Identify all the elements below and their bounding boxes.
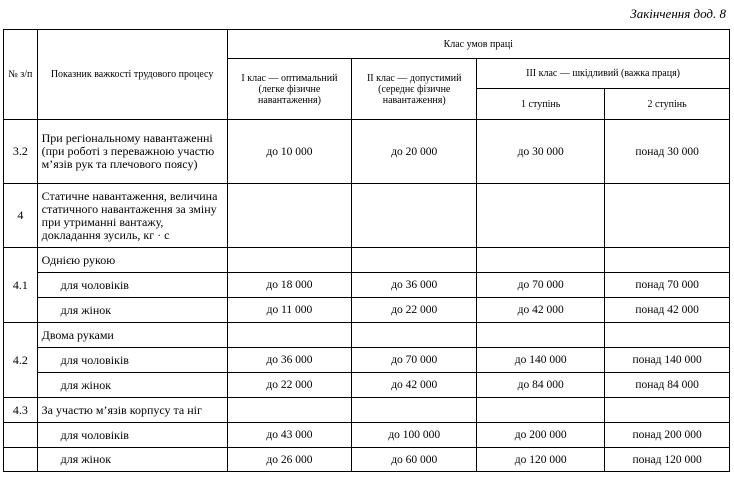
row-num: 4.2 bbox=[4, 323, 38, 398]
header-indicator: Показник важкості трудового процесу bbox=[37, 30, 227, 120]
row-label: Однією рукою bbox=[37, 248, 227, 273]
value-class1: до 26 000 bbox=[227, 448, 352, 472]
row-num: 4.1 bbox=[4, 248, 38, 323]
table-row bbox=[4, 273, 730, 298]
header-num: № з/п bbox=[4, 30, 38, 120]
table-row bbox=[4, 398, 730, 423]
value-degree2: понад 84 000 bbox=[605, 373, 730, 398]
row-label: для жінок bbox=[37, 448, 227, 472]
value-class1: до 10 000 bbox=[227, 120, 352, 184]
row-num: 4 bbox=[4, 184, 38, 248]
value-class2: до 20 000 bbox=[352, 120, 477, 184]
table-row bbox=[4, 248, 730, 273]
value-degree1: до 140 000 bbox=[477, 348, 605, 373]
table-row bbox=[4, 423, 730, 448]
table-row bbox=[4, 448, 730, 472]
value-degree2: понад 42 000 bbox=[605, 298, 730, 323]
value-degree2: понад 140 000 bbox=[605, 348, 730, 373]
value-degree2: понад 120 000 bbox=[605, 448, 730, 472]
row-label: При регіональному навантаженні (при роботі з переважною участю м’язів рук та плечового поясу) bbox=[37, 120, 227, 184]
table-row bbox=[4, 298, 730, 323]
value-class1: до 36 000 bbox=[227, 348, 352, 373]
table-row bbox=[4, 120, 730, 184]
table-row bbox=[4, 184, 730, 248]
header-class-group: Клас умов праці bbox=[227, 30, 729, 59]
table-row bbox=[4, 323, 730, 348]
header-class1: І клас — оптимальний (легке фізичне навантаження) bbox=[227, 59, 352, 120]
value-class1: до 18 000 bbox=[227, 273, 352, 298]
row-label: За участю м’язів корпусу та ніг bbox=[37, 398, 227, 423]
value-class1: до 43 000 bbox=[227, 423, 352, 448]
header-degree1: 1 ступінь bbox=[477, 89, 605, 120]
value-class2: до 22 000 bbox=[352, 298, 477, 323]
value-degree2: понад 200 000 bbox=[605, 423, 730, 448]
value-class2: до 70 000 bbox=[352, 348, 477, 373]
value-class2: до 60 000 bbox=[352, 448, 477, 472]
value-degree2: понад 70 000 bbox=[605, 273, 730, 298]
row-num: 3.2 bbox=[4, 120, 38, 184]
table-row bbox=[4, 348, 730, 373]
row-label: для жінок bbox=[37, 373, 227, 398]
value-class2: до 100 000 bbox=[352, 423, 477, 448]
value-degree1: до 200 000 bbox=[477, 423, 605, 448]
header-class2: ІІ клас — допустимий (середнє фізичне навантаження) bbox=[352, 59, 477, 120]
header-class3: ІІІ клас — шкідливий (важка праця) bbox=[477, 59, 730, 89]
row-label: для чоловіків bbox=[37, 348, 227, 373]
row-label: Двома руками bbox=[37, 323, 227, 348]
value-degree1: до 70 000 bbox=[477, 273, 605, 298]
value-class1: до 11 000 bbox=[227, 298, 352, 323]
continuation-caption: Закінчення дод. 8 bbox=[630, 6, 726, 21]
row-label: Статичне навантаження, величина статичного навантаження за зміну при утриманні вантажу, докладання зусиль, кг · с bbox=[37, 184, 227, 248]
value-degree2: понад 30 000 bbox=[605, 120, 730, 184]
table-row bbox=[4, 373, 730, 398]
value-degree1: до 84 000 bbox=[477, 373, 605, 398]
value-class2: до 36 000 bbox=[352, 273, 477, 298]
header-degree2: 2 ступінь bbox=[605, 89, 730, 120]
row-label: для жінок bbox=[37, 298, 227, 323]
value-class1: до 22 000 bbox=[227, 373, 352, 398]
value-degree1: до 120 000 bbox=[477, 448, 605, 472]
work-conditions-table bbox=[3, 29, 730, 472]
value-class2: до 42 000 bbox=[352, 373, 477, 398]
value-degree1: до 30 000 bbox=[477, 120, 605, 184]
row-label: для чоловіків bbox=[37, 273, 227, 298]
row-num: 4.3 bbox=[4, 398, 38, 423]
value-degree1: до 42 000 bbox=[477, 298, 605, 323]
row-label: для чоловіків bbox=[37, 423, 227, 448]
